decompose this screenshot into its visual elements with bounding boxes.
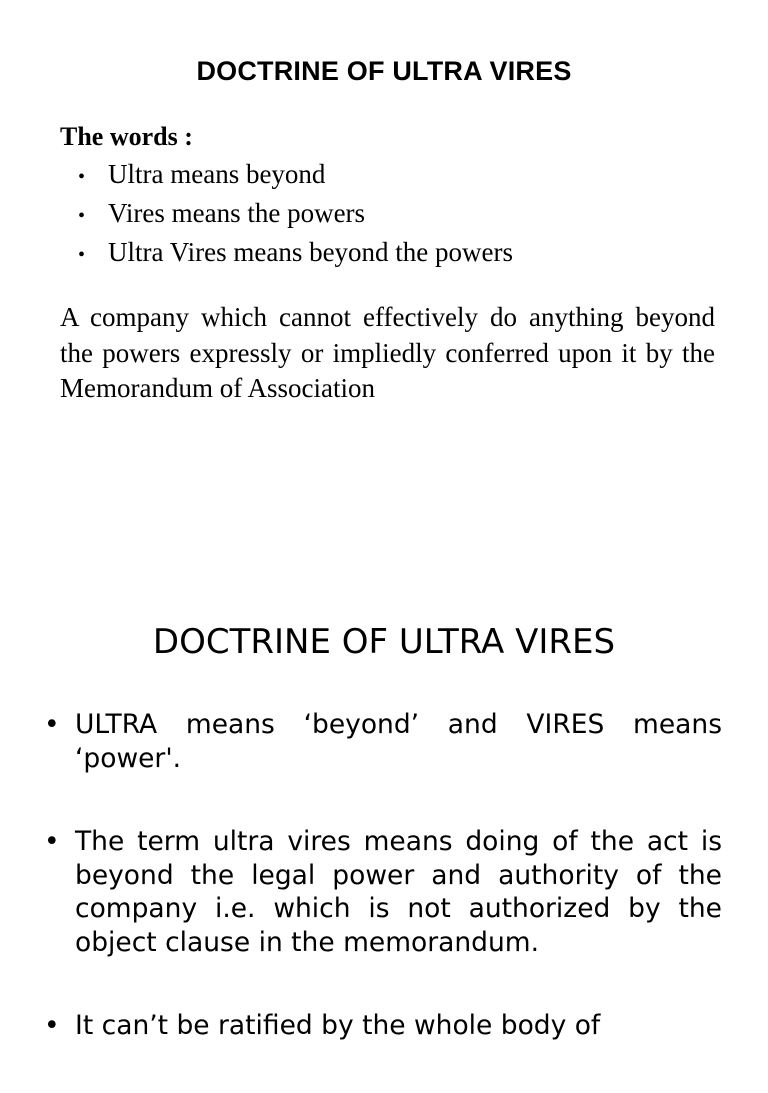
list-item-text: The term ultra vires means doing of the act is beyond the legal power and authority of the company i.e. which is not authorized by the object clause in the memorandum. [75, 826, 722, 958]
list-item [44, 708, 722, 775]
list-item [78, 156, 513, 195]
list-item [78, 234, 513, 273]
list-item-text: Vires means the powers [108, 198, 366, 228]
bullet-icon: • [44, 709, 60, 740]
bullet-icon: • [44, 1010, 60, 1041]
bullet-icon: • [44, 826, 60, 857]
slide-2 [0, 600, 768, 1041]
definition-paragraph: A company which cannot effectively do anything beyond the powers expressly or impliedly conferred upon it by the Memorandum of Association [60, 302, 715, 403]
list-item [44, 825, 722, 959]
slide-1-title: DOCTRINE OF ULTRA VIRES [196, 56, 572, 86]
list-item-text: Ultra Vires means beyond the powers [108, 237, 514, 267]
words-bullet-list [78, 156, 513, 273]
words-heading: The words : [60, 122, 193, 151]
list-item [78, 195, 513, 234]
list-item-text: It can’t be ratified by the whole body of [75, 1010, 601, 1041]
bullet-icon: • [78, 244, 86, 266]
meaning-bullet-list [44, 708, 722, 1093]
list-item [44, 1009, 722, 1043]
bullet-icon: • [78, 166, 86, 188]
list-item-text: Ultra means beyond [108, 159, 326, 189]
bullet-icon: • [78, 205, 86, 227]
list-item-text: ULTRA means ‘beyond’ and VIRES means ‘power'. [75, 709, 722, 774]
slide-2-title: DOCTRINE OF ULTRA VIRES [152, 622, 616, 662]
